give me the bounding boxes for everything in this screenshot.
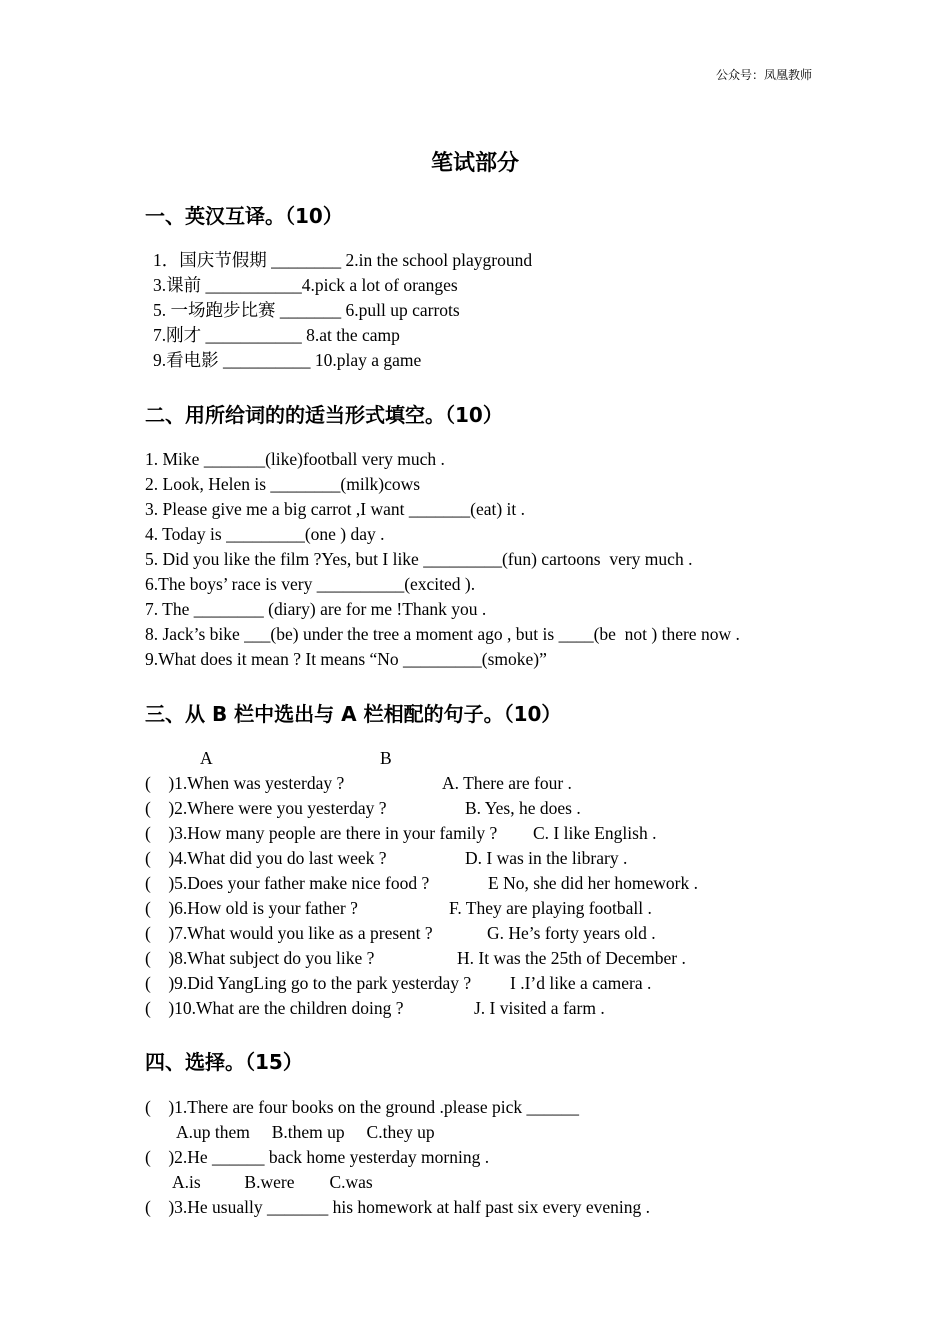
s3-question-8: ( )8.What subject do you like ?: [145, 948, 375, 968]
s1-line-4: 7.刚才 ___________ 8.at the camp: [153, 325, 400, 345]
s3-answer-e: E No, she did her homework .: [488, 873, 698, 893]
s4-question-3: ( )3.He usually _______ his homework at half past six every evening .: [145, 1197, 650, 1217]
s3-answer-f: F. They are playing football .: [449, 898, 652, 918]
s3-answer-a: A. There are four .: [442, 773, 572, 793]
header-note: 公众号：凤凰教师: [715, 68, 812, 82]
s3-question-6: ( )6.How old is your father ?: [145, 898, 358, 918]
s3-answer-i: I .I’d like a camera .: [510, 973, 652, 993]
s2-line-5: 5. Did you like the film ?Yes, but I like _________(fun) cartoons very much .: [145, 549, 693, 569]
s3-answer-b: B. Yes, he does .: [465, 798, 581, 818]
s2-line-8: 8. Jack’s bike ___(be) under the tree a moment ago , but is ____(be not ) there now .: [145, 624, 740, 644]
s4-question-2: ( )2.He ______ back home yesterday morning .: [145, 1147, 490, 1167]
s3-question-7: ( )7.What would you like as a present ?: [145, 923, 433, 943]
s1-line-5: 9.看电影 __________ 10.play a game: [153, 350, 422, 370]
s4-options-2: A.is B.were C.was: [172, 1172, 373, 1192]
s2-line-3: 3. Please give me a big carrot ,I want _______(eat) it .: [145, 499, 526, 519]
s2-line-9: 9.What does it mean ? It means “No _________(smoke)”: [145, 649, 547, 669]
s2-line-1: 1. Mike _______(like)football very much .: [145, 449, 445, 469]
s1-line-2: 3.课前 ___________4.pick a lot of oranges: [153, 275, 458, 295]
s3-question-3: ( )3.How many people are there in your family ?: [145, 823, 498, 843]
section-3-title: 三、从 B 栏中选出与 A 栏相配的句子。（10）: [145, 702, 562, 726]
s3-column-a-header: A: [200, 748, 213, 768]
s3-question-2: ( )2.Where were you yesterday ?: [145, 798, 387, 818]
s3-column-b-header: B: [380, 748, 392, 768]
s3-question-9: ( )9.Did YangLing go to the park yesterday ?: [145, 973, 472, 993]
s3-answer-d: D. I was in the library .: [465, 848, 628, 868]
s2-line-2: 2. Look, Helen is ________(milk)cows: [145, 474, 421, 494]
s3-question-10: ( )10.What are the children doing ?: [145, 998, 404, 1018]
section-4-title: 四、选择。（15）: [145, 1050, 303, 1074]
s1-line-3: 5. 一场跑步比赛 _______ 6.pull up carrots: [153, 300, 460, 320]
s4-options-1: A.up them B.them up C.they up: [176, 1122, 435, 1142]
s1-line-1: 1．国庆节假期 ________ 2.in the school playground: [153, 250, 533, 270]
s3-question-5: ( )5.Does your father make nice food ?: [145, 873, 430, 893]
s2-line-7: 7. The ________ (diary) are for me !Thank you .: [145, 599, 487, 619]
s2-line-6: 6.The boys’ race is very __________(excited ).: [145, 574, 476, 594]
s3-answer-g: G. He’s forty years old .: [487, 923, 656, 943]
s3-answer-j: J. I visited a farm .: [474, 998, 605, 1018]
s3-answer-c: C. I like English .: [533, 823, 657, 843]
page-title: 笔试部分: [430, 151, 519, 176]
s3-answer-h: H. It was the 25th of December .: [457, 948, 686, 968]
s2-line-4: 4. Today is _________(one ) day .: [145, 524, 385, 544]
s3-question-4: ( )4.What did you do last week ?: [145, 848, 387, 868]
section-1-title: 一、英汉互译。（10）: [145, 204, 343, 228]
s3-question-1: ( )1.When was yesterday ?: [145, 773, 345, 793]
s4-question-1: ( )1.There are four books on the ground .please pick ______: [145, 1097, 579, 1117]
section-2-title: 二、用所给词的的适当形式填空。（10）: [145, 403, 503, 427]
